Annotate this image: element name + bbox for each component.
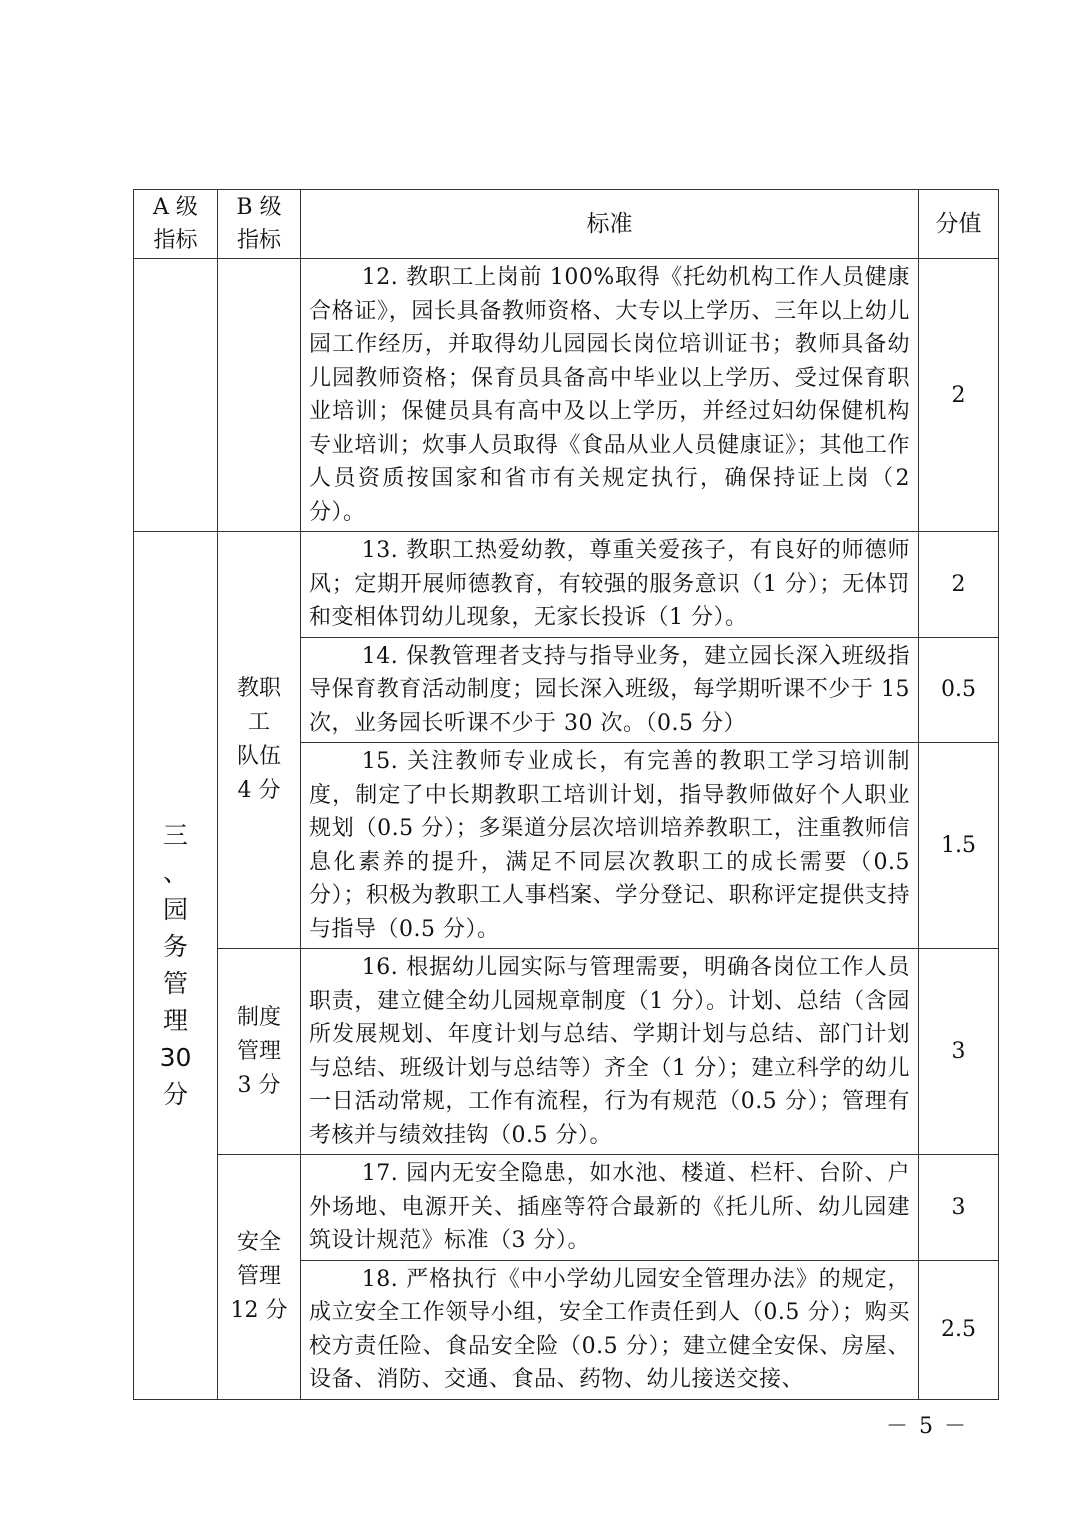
b-level-cell-staff (218, 532, 301, 949)
standard-cell (301, 1260, 919, 1399)
table-header-row (134, 190, 999, 259)
score-cell: 0.5 (919, 637, 999, 743)
score-cell: 2.5 (919, 1260, 999, 1399)
table-row (134, 259, 999, 532)
a-level-char: 管 (162, 969, 188, 999)
standard-cell (301, 259, 919, 532)
standard-cell (301, 637, 919, 743)
table-row (134, 532, 999, 638)
b-level-line: 教职 (236, 676, 281, 701)
a-level-char: 三 (162, 821, 188, 851)
b-level-cell-safety (218, 1155, 301, 1400)
header-a-level (134, 190, 218, 259)
standard-text: 17. 园内无安全隐患，如水池、楼道、栏杆、台阶、户外场地、电源开关、插座等符合最新的《托儿所、幼儿园建筑设计规范》标准（3 分）。 (309, 1161, 910, 1253)
a-level-char: 园 (162, 895, 188, 925)
page-number: － 5 － (886, 1414, 968, 1439)
a-level-char: 30 (159, 1043, 192, 1073)
a-level-char: 分 (162, 1080, 188, 1110)
standard-cell (301, 1155, 919, 1261)
a-level-cell (134, 532, 218, 1400)
b-level-line: 制度 (236, 1004, 281, 1030)
b-level-line: 工 (247, 710, 270, 735)
standard-text: 12. 教职工上岗前 100%取得《托幼机构工作人员健康合格证》，园长具备教师资格、大专以上学历、三年以上幼儿园工作经历，并取得幼儿园园长岗位培训证书；教师具备幼儿园教师资格；保育员具备高中毕业以上学历、受过保育职业培训；保健员具有高中及以上学历，并经过妇幼保健机构专业培训；炊事人员取得《食品从业人员健康证》；其他工作人员资质按国家和省市有关规定执行，确保持证上岗（2 分）。 (309, 265, 910, 525)
b-level-empty-cell (218, 259, 301, 532)
header-score: 分值 (919, 190, 999, 259)
a-level-char: 理 (162, 1006, 188, 1036)
b-level-line: 管理 (236, 1038, 281, 1064)
b-level-line: 12 分 (230, 1297, 288, 1323)
b-level-line: 队伍 (236, 744, 281, 769)
table-row (134, 1155, 999, 1261)
a-level-char: 务 (162, 932, 188, 962)
standard-cell (301, 532, 919, 638)
standard-cell (301, 743, 919, 949)
a-level-empty-cell (134, 259, 218, 532)
standard-text: 18. 严格执行《中小学幼儿园安全管理办法》的规定，成立安全工作领导小组，安全工作责任到人（0.5 分）；购买校方责任险、食品安全险（0.5 分）；建立健全安保、房屋、设备、消防、交通、食品、药物、幼儿接送交接、 (309, 1266, 910, 1392)
b-level-cell-system (218, 949, 301, 1155)
header-b-level-line1: B 级 (236, 195, 282, 220)
standard-text: 16. 根据幼儿园实际与管理需要，明确各岗位工作人员职责，建立健全幼儿园规章制度（1 分）。计划、总结（含园所发展规划、年度计划与总结、学期计划与总结、部门计划与总结、班级计划与总结等）齐全（1 分）；建立科学的幼儿一日活动常规，工作有流程，行为有规范（0.5 分）；管理有考核并与绩效挂钩（0.5 分）。 (309, 955, 910, 1148)
standard-text: 13. 教职工热爱幼教，尊重关爱孩子，有良好的师德师风；定期开展师德教育，有较强的服务意识（1 分）；无体罚和变相体罚幼儿现象，无家长投诉（1 分）。 (309, 538, 910, 630)
b-level-line: 4 分 (237, 778, 281, 803)
score-cell: 2 (919, 259, 999, 532)
table-row (134, 949, 999, 1155)
score-cell: 3 (919, 1155, 999, 1261)
standard-text: 14. 保教管理者支持与指导业务，建立园长深入班级指导保育教育活动制度；园长深入班级，每学期听课不少于 15 次，业务园长听课不少于 30 次。（0.5 分） (309, 643, 910, 736)
header-a-level-line2: 指标 (153, 228, 198, 253)
a-level-char: 、 (162, 858, 188, 888)
b-level-line: 3 分 (237, 1072, 281, 1098)
header-b-level-line2: 指标 (236, 228, 281, 253)
b-level-line: 安全 (236, 1229, 281, 1255)
score-cell: 3 (919, 949, 999, 1155)
header-a-level-line1: A 级 (153, 195, 198, 220)
standard-text: 15. 关注教师专业成长，有完善的教职工学习培训制度，制定了中长期教职工培训计划，指导教师做好个人职业规划（0.5 分）；多渠道分层次培训培养教职工，注重教师信息化素养的提升，满足不同层次教职工的成长需要（0.5 分）；积极为教职工人事档案、学分登记、职称评定提供支持与指导（0.5 分）。 (309, 749, 910, 942)
score-cell: 2 (919, 532, 999, 638)
b-level-line: 管理 (236, 1263, 281, 1289)
standard-cell (301, 949, 919, 1155)
header-standard: 标准 (301, 190, 919, 259)
evaluation-table (133, 189, 999, 1400)
header-b-level (218, 190, 301, 259)
score-cell: 1.5 (919, 743, 999, 949)
